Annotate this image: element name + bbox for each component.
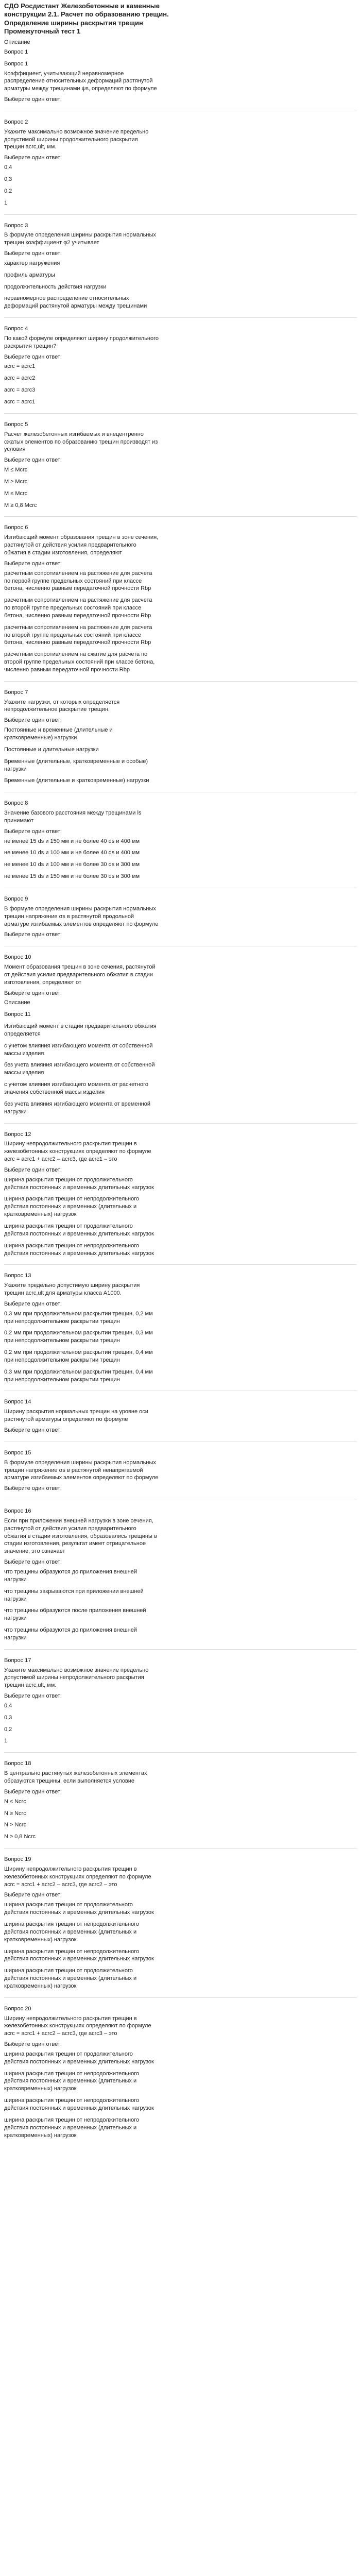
- answer-option: N ≥ Ncrc: [4, 1810, 26, 1817]
- answer-option: что трещины образуются после приложения внешней нагрузки: [4, 1607, 146, 1622]
- answer-prompt: Выберите один ответ:: [4, 2041, 62, 2048]
- page-title: СДО Росдистант Железобетонные и каменные конструкции 2.1. Расчет по образованию трещин. Определение ширины раскрытия трещин Промежуточный тест 1: [4, 2, 169, 35]
- question-text: Расчет железобетонных изгибаемых и внецентренно сжатых элементов по образованию трещин производят из условия: [4, 431, 158, 453]
- answer-option: 0,3: [4, 1714, 12, 1721]
- question-block: [4, 946, 357, 1115]
- answer-prompt: Выберите один ответ:: [4, 560, 62, 567]
- answer-option: 0,2 мм при продолжительном раскрытии трещин, 0,4 мм при непродолжительном раскрытии трещин: [4, 1349, 153, 1363]
- question-number: Вопрос 9: [4, 895, 28, 902]
- question-text: Укажите нагрузки, от которых определяется непродолжительное раскрытие трещин.: [4, 699, 120, 713]
- question-number: Вопрос 14: [4, 1399, 31, 1405]
- answer-option: ширина раскрытия трещин от непродолжительного действия постоянных и временных длительных нагрузок: [4, 1948, 154, 1962]
- question-block: [4, 1123, 357, 1258]
- question-block: [4, 317, 357, 406]
- answer-prompt: Выберите один ответ:: [4, 1485, 62, 1492]
- answer-option: профиль арматуры: [4, 272, 55, 278]
- answer-option: не менее 10 ds и 100 мм и не более 40 ds и 400 мм: [4, 850, 140, 856]
- question-block: [4, 1997, 357, 2140]
- question-block: [4, 58, 357, 104]
- answer-option: 0,3 мм при продолжительном раскрытии трещин, 0,4 мм при непродолжительном раскрытии трещин: [4, 1368, 153, 1383]
- question-number: Вопрос 6: [4, 524, 28, 531]
- answer-option: с учетом влияния изгибающего момента от собственной массы изделия: [4, 1042, 153, 1057]
- answer-option: без учета влияния изгибающего момента от временной нагрузки: [4, 1100, 150, 1115]
- answer-option: характер нагружения: [4, 260, 60, 266]
- question-text: Ширину раскрытия нормальных трещин на уровне оси растянутой арматуры определяют по формуле: [4, 1409, 148, 1423]
- answer-option: Изгибающий момент в стадии предварительного обжатия определяется: [4, 1023, 157, 1037]
- question-number: Вопрос 13: [4, 1273, 31, 1279]
- question-text: Значение базового расстояния между трещинами ls принимают: [4, 810, 142, 824]
- question-block: [4, 516, 357, 673]
- answer-option: расчетным сопротивлением на растяжение для расчета по второй группе предельных состояний при классе бетона, численно равным передаточной прочности Rbp: [4, 624, 152, 646]
- answer-option: 0,3: [4, 176, 12, 182]
- answer-option: N ≥ 0,8 Ncrc: [4, 1834, 36, 1840]
- question-block: [4, 413, 357, 510]
- answer-prompt: Выберите один ответ:: [4, 990, 62, 996]
- answer-option: acrc = acrc1: [4, 399, 36, 405]
- answer-option: 1: [4, 1738, 8, 1744]
- answer-option: ширина раскрытия трещин от непродолжительного действия постоянных и временных (длительных и кратковременных) нагрузок: [4, 2116, 140, 2139]
- answer-prompt: Выберите один ответ:: [4, 353, 62, 360]
- question-number: Вопрос 17: [4, 1657, 31, 1664]
- answer-prompt: Выберите один ответ:: [4, 1693, 62, 1700]
- answer-option: N > Ncrc: [4, 1822, 27, 1828]
- answer-option: ширина раскрытия трещин от продолжительного действия постоянных и временных длительных нагрузок: [4, 1223, 154, 1237]
- question-number: Вопрос 15: [4, 1449, 31, 1456]
- answer-option: acrc = acrc1: [4, 363, 36, 370]
- answer-option: ширина раскрытия трещин от непродолжительного действия постоянных и временных (длительных и кратковременных) нагрузок: [4, 1196, 140, 1218]
- answer-option: ширина раскрытия трещин от продолжительного действия постоянных и временных (длительных и кратковременных) нагрузок: [4, 1968, 137, 1989]
- question-text: Момент образования трещин в зоне сечения, растянутой от действия усилия предварительного обжатия в стадии изготовления, определяют от: [4, 964, 156, 986]
- question-text: Укажите максимально возможное значение предельно допустимой ширины продолжительного раскрытия трещин acrc,ult, мм.: [4, 128, 149, 150]
- question-text: Ширину непродолжительного раскрытия трещин в железобетонных конструкциях определяют по формуле acrc = acrc1 + acrc2 – acrc3, где acrc3 – это: [4, 2015, 151, 2037]
- answer-option: M ≥ Mcrc: [4, 478, 28, 485]
- question-block: [4, 111, 357, 207]
- answer-prompt: Выберите один ответ:: [4, 717, 62, 724]
- answer-prompt: Выберите один ответ:: [4, 1427, 62, 1433]
- question-number: Вопрос 12: [4, 1131, 31, 1138]
- question-block: [4, 681, 357, 785]
- question-list: [4, 58, 357, 2140]
- answer-option: acrc = acrc2: [4, 375, 36, 382]
- question-block: [4, 1752, 357, 1841]
- answer-prompt: Выберите один ответ:: [4, 250, 62, 257]
- answer-option: ширина раскрытия трещин от непродолжительного действия постоянных и временных (длительных и кратковременных) нагрузок: [4, 1921, 140, 1943]
- answer-option: что трещины закрываются при приложении внешней нагрузки: [4, 1588, 144, 1602]
- answer-prompt: Выберите один ответ:: [4, 1166, 62, 1173]
- answer-option: M ≤ Mcrc: [4, 490, 28, 497]
- question-text: Коэффициент, учитывающий неравномерное распределение относительных деформаций растянутой арматуры между трещинами ψs, определяют по формуле: [4, 70, 157, 92]
- answer-prompt: Выберите один ответ:: [4, 96, 62, 103]
- answer-option: что трещины образуются до приложения внешней нагрузки: [4, 1627, 137, 1641]
- answer-option: 0,4: [4, 164, 12, 171]
- answer-option: ширина раскрытия трещин от непродолжительного действия постоянных и временных длительных нагрузок: [4, 1242, 154, 1257]
- answer-option: не менее 15 ds и 150 мм и не более 40 ds и 400 мм: [4, 838, 140, 844]
- answer-option: продолжительность действия нагрузки: [4, 283, 107, 290]
- question-block: [4, 1442, 357, 1493]
- answer-prompt: Выберите один ответ:: [4, 1892, 62, 1899]
- question-text: Если при приложении внешней нагрузки в зоне сечения, растянутой от действия усилия предварительного обжатия в стадии изготовления, образовались трещины в стадии изготовления, результат имеет отрицательное значение, это означает: [4, 1517, 157, 1555]
- answer-option: расчетным сопротивлением на растяжение для расчета по первой группе предельных состояний при классе бетона, численно равным передаточной прочности Rbp: [4, 570, 152, 592]
- question-block: [4, 888, 357, 939]
- question-text: По какой формуле определяют ширину продолжительного раскрытия трещин?: [4, 335, 159, 349]
- question-number: Вопрос 20: [4, 2005, 31, 2012]
- answer-option: неравномерное распределение относительных деформаций растянутой арматуры между трещинами: [4, 295, 147, 310]
- answer-prompt: Выберите один ответ:: [4, 828, 62, 835]
- answer-option: 0,2: [4, 1726, 12, 1733]
- question-text: Изгибающий момент образования трещин в зоне сечения, растянутой от действия усилия предварительного обжатия в стадии изготовления, определяют: [4, 534, 159, 556]
- question-number: Вопрос 3: [4, 222, 28, 229]
- answer-option: ширина раскрытия трещин от продолжительного действия постоянных и временных длительных нагрузок: [4, 1176, 154, 1191]
- answer-prompt: Выберите один ответ:: [4, 1559, 62, 1566]
- question-block: [4, 1500, 357, 1642]
- answer-option: Постоянные и длительные нагрузки: [4, 746, 99, 753]
- question-text: Укажите максимально возможное значение предельно допустимой ширины непродолжительного раскрытия трещин acrc,ult, мм.: [4, 1667, 149, 1689]
- question-number: Вопрос 16: [4, 1508, 31, 1515]
- question-block: [4, 214, 357, 311]
- answer-option: 1: [4, 199, 8, 206]
- answer-option: ширина раскрытия трещин от непродолжительного действия постоянных и временных (длительных и кратковременных) нагрузок: [4, 2070, 140, 2092]
- question-block: [4, 1264, 357, 1383]
- answer-prompt: Выберите один ответ:: [4, 1788, 62, 1795]
- question-number: Вопрос 19: [4, 1856, 31, 1863]
- answer-option: Временные (длительные и кратковременные) нагрузки: [4, 777, 149, 784]
- answer-option: расчетным сопротивлением на сжатие для расчета по второй группе предельных состояний при классе бетона, численно равным передаточной прочности Rbp: [4, 651, 155, 673]
- question-number: Вопрос 10: [4, 954, 31, 961]
- answer-option: 0,4: [4, 1702, 12, 1709]
- question-number: Вопрос 5: [4, 421, 28, 428]
- answer-option: ширина раскрытия трещин от продолжительного действия постоянных и временных длительных нагрузок: [4, 2050, 154, 2065]
- intro-question-label: Вопрос 1: [4, 48, 28, 55]
- answer-option: Описание: [4, 999, 30, 1006]
- answer-prompt: Выберите один ответ:: [4, 931, 62, 938]
- question-text: В формуле определения ширины раскрытия нормальных трещин коэффициент φ2 учитывает: [4, 232, 156, 246]
- answer-option: ширина раскрытия трещин от непродолжительного действия постоянных и временных длительных нагрузок: [4, 2097, 154, 2111]
- question-text: В центрально растянутых железобетонных элементах образуются трещины, если выполняется условие: [4, 1770, 147, 1784]
- question-text: В формуле определения ширины раскрытия нормальных трещин напряжение σs в растянутой продольной арматуре изгибаемых элементов определяют по формуле: [4, 905, 159, 927]
- answer-option: acrc = acrc3: [4, 387, 36, 394]
- answer-option: N ≤ Ncrc: [4, 1798, 26, 1805]
- answer-option: не менее 10 ds и 100 мм и не более 30 ds и 300 мм: [4, 861, 140, 868]
- answer-option: с учетом влияния изгибающего момента от расчетного значения собственной массы изделия: [4, 1081, 148, 1095]
- question-block: [4, 1391, 357, 1434]
- question-number: Вопрос 7: [4, 689, 28, 696]
- answer-option: 0,2: [4, 188, 12, 194]
- answer-option: M ≤ Mcrc: [4, 467, 28, 473]
- question-number: Вопрос 1: [4, 60, 28, 67]
- answer-option: Вопрос 11: [4, 1011, 31, 1018]
- question-block: [4, 792, 357, 880]
- question-text: Ширину непродолжительного раскрытия трещин в железобетонных конструкциях определяют по формуле acrc = acrc1 + acrc2 – acrc3, где acrc1 – это: [4, 1141, 151, 1163]
- answer-option: M ≥ 0,8 Mcrc: [4, 502, 37, 509]
- question-text: Укажите предельно допустимую ширину раскрытия трещин acrc,ult для арматуры класса A1000.: [4, 1282, 140, 1297]
- answer-prompt: Выберите один ответ:: [4, 1300, 62, 1307]
- answer-option: не менее 15 ds и 150 мм и не более 30 ds и 300 мм: [4, 873, 140, 880]
- question-number: Вопрос 4: [4, 326, 28, 332]
- answer-option: Постоянные и временные (длительные и кратковременные) нагрузки: [4, 727, 113, 741]
- answer-prompt: Выберите один ответ:: [4, 155, 62, 161]
- answer-option: без учета влияния изгибающего момента от собственной массы изделия: [4, 1062, 155, 1076]
- answer-prompt: Выберите один ответ:: [4, 457, 62, 464]
- question-number: Вопрос 2: [4, 118, 28, 125]
- answer-option: что трещины образуются до приложения внешней нагрузки: [4, 1568, 137, 1583]
- question-text: В формуле определения ширины раскрытия нормальных трещин напряжение σs в растянутой ненапрягаемой арматуре изгибаемых элементов определяют по формуле: [4, 1459, 159, 1481]
- question-block: [4, 1848, 357, 1990]
- answer-option: 0,3 мм при продолжительном раскрытии трещин, 0,2 мм при непродолжительном раскрытии трещин: [4, 1310, 153, 1325]
- question-number: Вопрос 8: [4, 800, 28, 807]
- answer-option: Временные (длительные, кратковременные и особые) нагрузки: [4, 758, 148, 772]
- question-number: Вопрос 18: [4, 1760, 31, 1767]
- question-text: Ширину непродолжительного раскрытия трещин в железобетонных конструкциях определяют по формуле acrc = acrc1 + acrc2 – acrc3, где acrc2 – это: [4, 1866, 151, 1888]
- answer-option: 0,2 мм при продолжительном раскрытии трещин, 0,3 мм при непродолжительном раскрытии трещин: [4, 1330, 153, 1344]
- answer-option: ширина раскрытия трещин от продолжительного действия постоянных и временных длительных нагрузок: [4, 1902, 154, 1916]
- question-block: [4, 1649, 357, 1745]
- answer-option: расчетным сопротивлением на растяжение для расчета по второй группе предельных состояний при классе бетона, численно равным передаточной прочности Rbp: [4, 597, 152, 619]
- intro-label: Описание: [4, 39, 30, 45]
